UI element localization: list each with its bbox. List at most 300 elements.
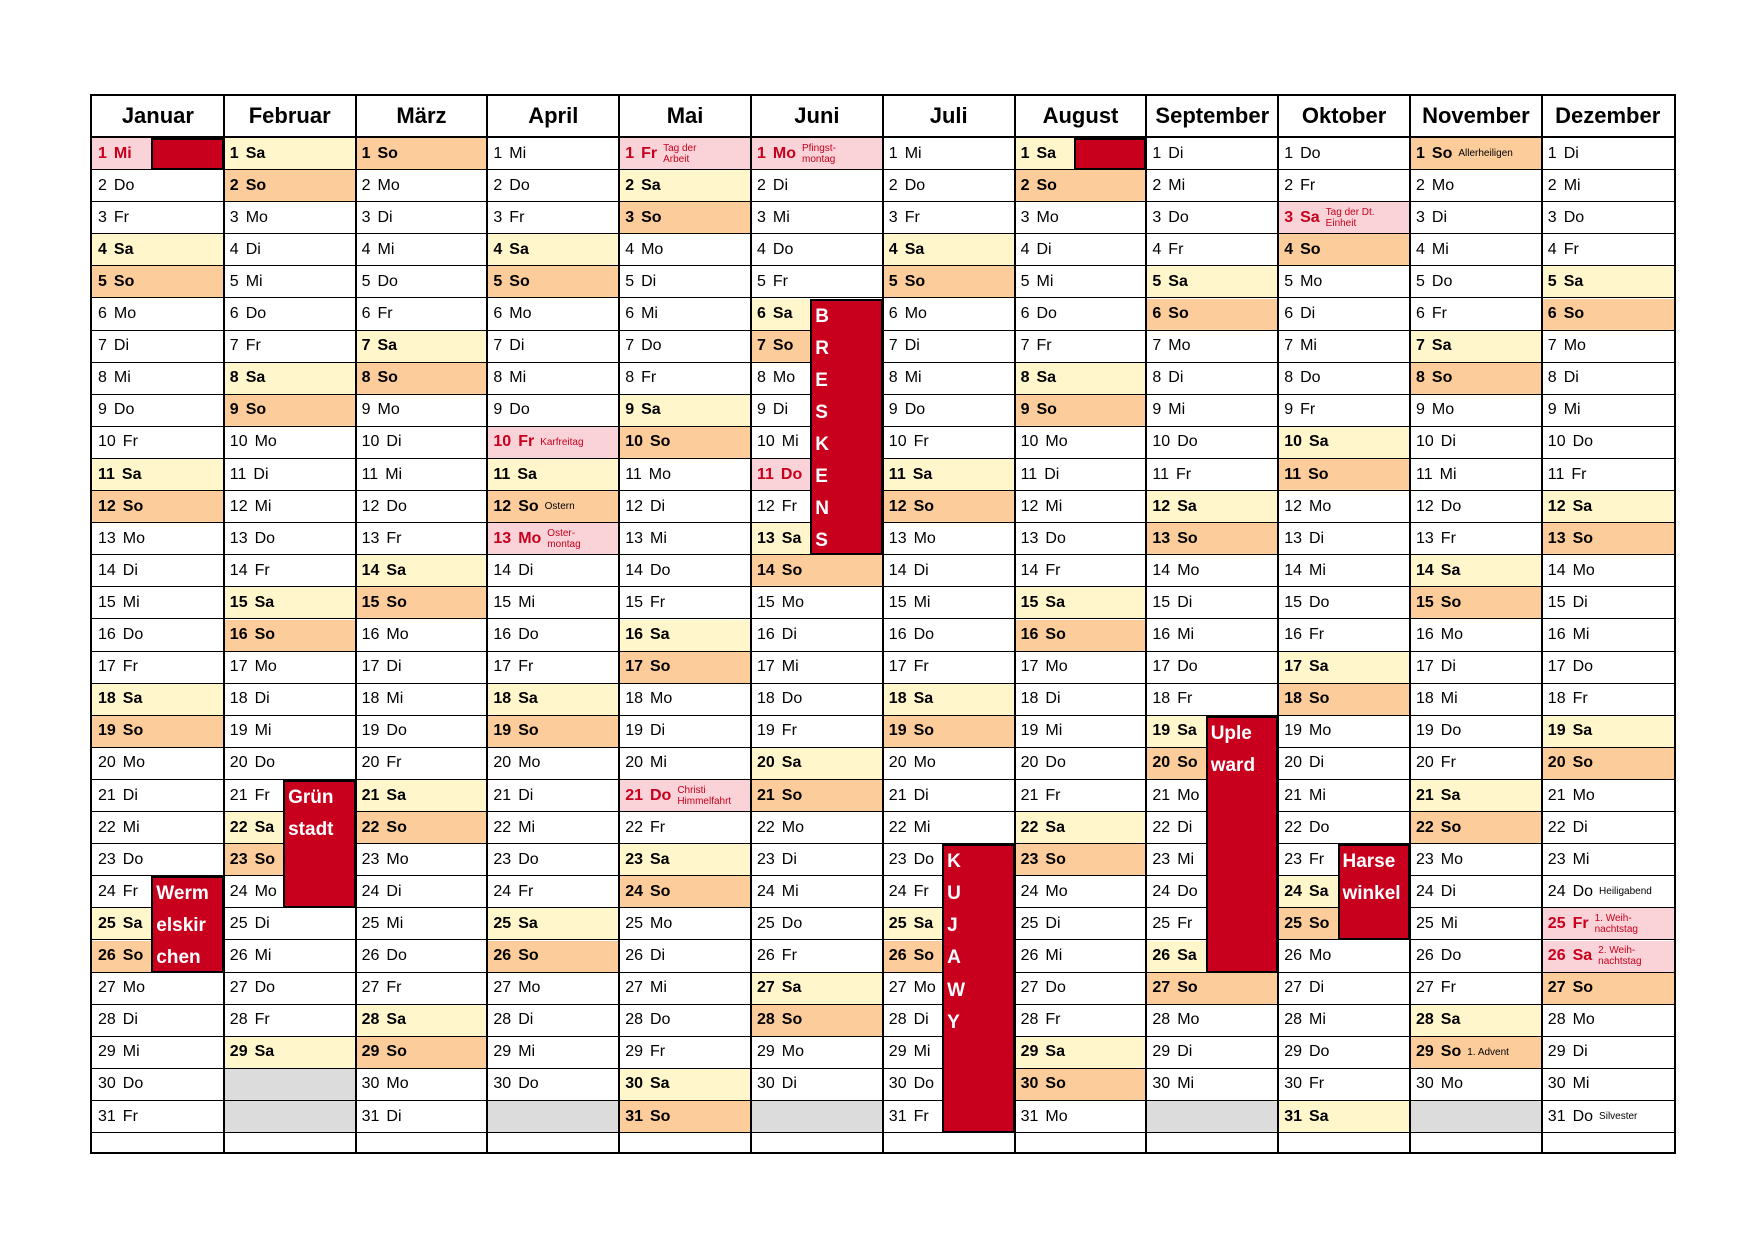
weekday: Do bbox=[518, 850, 539, 868]
day-cell bbox=[1015, 1037, 1147, 1069]
weekday: Sa bbox=[1177, 947, 1197, 965]
weekday: Di bbox=[1036, 240, 1052, 258]
day-number: 14 bbox=[361, 561, 380, 579]
weekday: Mo bbox=[772, 144, 797, 162]
weekday: Sa bbox=[781, 979, 802, 997]
day-cell bbox=[883, 491, 1015, 523]
day-number: 24 bbox=[229, 882, 248, 900]
weekday: Mo bbox=[1036, 208, 1059, 226]
day-cell bbox=[356, 780, 488, 812]
day-cell bbox=[356, 331, 488, 363]
weekday: Fr bbox=[1563, 240, 1579, 258]
weekday: So bbox=[781, 1011, 803, 1029]
day-cell bbox=[1410, 620, 1542, 652]
day-number: 16 bbox=[625, 626, 643, 644]
day-cell bbox=[619, 1069, 751, 1101]
day-cell bbox=[619, 587, 751, 619]
weekday: Do bbox=[518, 626, 539, 644]
column-divider bbox=[882, 96, 884, 1152]
day-cell bbox=[751, 973, 883, 1005]
day-cell bbox=[751, 876, 883, 908]
weekday: Mi bbox=[1177, 626, 1195, 644]
day-number: 2 bbox=[229, 176, 239, 194]
day-number: 24 bbox=[98, 882, 116, 900]
weekday: Do bbox=[113, 401, 135, 419]
weekday: Mo bbox=[254, 433, 277, 451]
weekday: Fr bbox=[1431, 305, 1448, 323]
weekday: Mi bbox=[1439, 465, 1457, 483]
day-number: 6 bbox=[1416, 305, 1425, 323]
day-number: 21 bbox=[1020, 786, 1039, 804]
day-cell bbox=[1410, 812, 1542, 844]
day-cell bbox=[1542, 684, 1674, 716]
event-label: elskir bbox=[156, 915, 206, 937]
day-cell bbox=[619, 1101, 751, 1133]
day-cell bbox=[92, 202, 224, 234]
day-number: 2 bbox=[757, 176, 766, 194]
day-cell bbox=[619, 138, 751, 170]
day-cell bbox=[1278, 1101, 1410, 1133]
day-cell bbox=[883, 138, 1015, 170]
weekday: Do bbox=[641, 337, 662, 355]
day-cell bbox=[1278, 299, 1410, 331]
day-number: 17 bbox=[1152, 658, 1171, 676]
weekday: Do bbox=[122, 626, 144, 644]
day-number: 28 bbox=[493, 1011, 512, 1029]
day-number: 14 bbox=[1284, 561, 1302, 579]
weekday: So bbox=[1431, 144, 1453, 162]
day-number: 6 bbox=[1547, 305, 1557, 323]
day-cell bbox=[1015, 941, 1147, 973]
day-number: 15 bbox=[625, 593, 643, 611]
day-cell bbox=[1015, 1101, 1147, 1133]
day-cell bbox=[92, 234, 224, 266]
weekday: Mo bbox=[1177, 786, 1200, 804]
weekday: Fr bbox=[1440, 754, 1456, 772]
event-label: A bbox=[947, 947, 961, 969]
day-number: 14 bbox=[98, 561, 116, 579]
weekday: Do bbox=[1308, 1043, 1330, 1061]
weekday: Do bbox=[122, 850, 144, 868]
month-column bbox=[356, 96, 488, 1152]
day-number: 25 bbox=[888, 914, 907, 932]
day-cell bbox=[1015, 812, 1147, 844]
empty-cell bbox=[487, 1101, 619, 1133]
weekday: Mi bbox=[509, 369, 527, 387]
month-header: Mai bbox=[619, 96, 751, 138]
day-cell bbox=[619, 780, 751, 812]
day-number: 7 bbox=[229, 337, 239, 355]
day-cell bbox=[1278, 587, 1410, 619]
empty-cell bbox=[1146, 1101, 1278, 1133]
day-number: 3 bbox=[1284, 208, 1294, 226]
month-column bbox=[1542, 96, 1674, 1152]
day-cell bbox=[92, 684, 224, 716]
day-cell bbox=[1410, 684, 1542, 716]
day-number: 23 bbox=[1547, 850, 1566, 868]
day-cell bbox=[92, 363, 224, 395]
day-cell bbox=[92, 427, 224, 459]
weekday: Mi bbox=[518, 818, 536, 836]
weekday: Mo bbox=[1300, 272, 1323, 290]
day-cell bbox=[619, 652, 751, 684]
day-number: 24 bbox=[625, 882, 643, 900]
month-header: Januar bbox=[92, 96, 224, 138]
day-number: 30 bbox=[98, 1075, 116, 1093]
day-number: 16 bbox=[493, 626, 512, 644]
weekday: Mo bbox=[1440, 1075, 1464, 1093]
weekday: Mo bbox=[386, 850, 409, 868]
day-number: 24 bbox=[493, 882, 512, 900]
weekday: Mo bbox=[1572, 561, 1595, 579]
weekday: Mi bbox=[122, 818, 140, 836]
day-number: 30 bbox=[757, 1075, 775, 1093]
weekday: Sa bbox=[113, 240, 134, 258]
day-cell bbox=[487, 876, 619, 908]
day-cell bbox=[92, 620, 224, 652]
day-number: 8 bbox=[361, 369, 371, 387]
weekday: So bbox=[113, 272, 135, 290]
weekday: Mo bbox=[781, 818, 805, 836]
day-number: 22 bbox=[493, 818, 512, 836]
weekday: Mi bbox=[1563, 176, 1581, 194]
weekday: Do bbox=[1045, 979, 1066, 997]
weekday: Mi bbox=[385, 465, 403, 483]
day-cell bbox=[356, 587, 488, 619]
weekday: Fr bbox=[913, 658, 929, 676]
weekday: Mi bbox=[518, 1043, 536, 1061]
column-divider bbox=[486, 96, 488, 1152]
weekday: Do bbox=[780, 465, 803, 483]
day-cell bbox=[619, 716, 751, 748]
day-cell bbox=[751, 812, 883, 844]
holiday-note: 1. Advent bbox=[1467, 1046, 1509, 1058]
day-number: 12 bbox=[1416, 497, 1434, 515]
weekday: Mo bbox=[781, 1043, 805, 1061]
day-cell bbox=[1015, 876, 1147, 908]
day-number: 12 bbox=[493, 497, 512, 515]
weekday: Mo bbox=[1572, 786, 1595, 804]
weekday: Mi bbox=[649, 979, 667, 997]
day-number: 19 bbox=[1284, 722, 1302, 740]
day-number: 13 bbox=[229, 529, 248, 547]
day-number: 23 bbox=[1020, 850, 1039, 868]
day-number: 18 bbox=[1152, 690, 1171, 708]
weekday: Mi bbox=[1572, 626, 1590, 644]
weekday: So bbox=[649, 882, 671, 900]
day-cell bbox=[1278, 202, 1410, 234]
weekday: Mo bbox=[1045, 433, 1068, 451]
day-cell bbox=[1410, 652, 1542, 684]
day-number: 12 bbox=[625, 497, 643, 515]
day-number: 29 bbox=[625, 1043, 643, 1061]
day-number: 4 bbox=[493, 240, 503, 258]
day-cell bbox=[92, 170, 224, 202]
weekday: Di bbox=[386, 433, 402, 451]
day-cell bbox=[1278, 459, 1410, 491]
day-number: 27 bbox=[361, 979, 380, 997]
day-number: 20 bbox=[888, 754, 907, 772]
day-cell bbox=[487, 620, 619, 652]
day-number: 19 bbox=[1020, 722, 1039, 740]
weekday: Fr bbox=[1308, 626, 1325, 644]
day-number: 4 bbox=[1416, 240, 1425, 258]
weekday: So bbox=[254, 626, 276, 644]
weekday: Di bbox=[113, 337, 130, 355]
day-number: 26 bbox=[229, 947, 248, 965]
day-number: 8 bbox=[625, 369, 635, 387]
day-cell bbox=[1146, 684, 1278, 716]
day-cell bbox=[1278, 523, 1410, 555]
day-number: 25 bbox=[1416, 914, 1434, 932]
day-cell bbox=[92, 491, 224, 523]
weekday: Mo bbox=[913, 979, 936, 997]
day-cell bbox=[1410, 363, 1542, 395]
day-cell bbox=[224, 908, 356, 940]
day-cell bbox=[883, 202, 1015, 234]
weekday: Fr bbox=[1440, 979, 1456, 997]
day-cell bbox=[1542, 812, 1674, 844]
weekday: Mo bbox=[913, 529, 936, 547]
weekday: Sa bbox=[1308, 433, 1329, 451]
day-number: 8 bbox=[1547, 369, 1557, 387]
day-number: 27 bbox=[1152, 979, 1171, 997]
day-number: 6 bbox=[625, 305, 635, 323]
day-cell bbox=[1146, 363, 1278, 395]
weekday: So bbox=[1177, 979, 1198, 997]
day-number: 14 bbox=[757, 561, 775, 579]
month-column bbox=[1410, 96, 1542, 1152]
day-number: 2 bbox=[1416, 176, 1425, 194]
event-label: ward bbox=[1210, 754, 1256, 776]
weekday: So bbox=[518, 722, 539, 740]
day-cell bbox=[1146, 1005, 1278, 1037]
month-column bbox=[1278, 96, 1410, 1152]
day-number: 15 bbox=[1416, 593, 1434, 611]
event-label: S bbox=[815, 530, 828, 552]
day-number: 22 bbox=[1020, 818, 1039, 836]
weekday: Di bbox=[1572, 593, 1588, 611]
weekday: Di bbox=[913, 786, 929, 804]
day-number: 5 bbox=[757, 272, 766, 290]
day-number: 8 bbox=[1284, 369, 1294, 387]
holiday-note: Christi Himmelfahrt bbox=[677, 784, 732, 807]
day-number: 25 bbox=[361, 914, 380, 932]
holiday-note: 1. Weih- nachtstag bbox=[1594, 912, 1638, 935]
day-number: 26 bbox=[1152, 947, 1171, 965]
event-block bbox=[1206, 716, 1278, 973]
day-cell bbox=[883, 234, 1015, 266]
day-cell bbox=[619, 1005, 751, 1037]
day-cell bbox=[356, 266, 488, 298]
day-cell bbox=[487, 266, 619, 298]
day-cell bbox=[751, 202, 883, 234]
weekday: Do bbox=[649, 1011, 671, 1029]
weekday: Do bbox=[913, 1075, 935, 1093]
day-number: 18 bbox=[757, 690, 775, 708]
day-cell bbox=[487, 234, 619, 266]
day-cell bbox=[356, 748, 488, 780]
weekday: Mi bbox=[1045, 947, 1063, 965]
weekday: Sa bbox=[1572, 497, 1593, 515]
column-divider bbox=[223, 96, 225, 1152]
day-number: 18 bbox=[1284, 690, 1302, 708]
weekday: Sa bbox=[1572, 947, 1593, 965]
day-number: 17 bbox=[888, 658, 907, 676]
weekday: Fr bbox=[518, 882, 534, 900]
weekday: Sa bbox=[1300, 208, 1320, 226]
day-number: 20 bbox=[361, 754, 380, 772]
day-number: 19 bbox=[1152, 722, 1171, 740]
day-number: 14 bbox=[493, 561, 512, 579]
weekday: Do bbox=[386, 947, 407, 965]
weekday: Sa bbox=[1045, 593, 1065, 611]
weekday: Mo bbox=[1308, 947, 1332, 965]
day-cell bbox=[1278, 748, 1410, 780]
day-number: 22 bbox=[1284, 818, 1302, 836]
weekday: Di bbox=[1308, 979, 1325, 997]
day-number: 26 bbox=[98, 947, 116, 965]
day-number: 6 bbox=[1284, 305, 1294, 323]
day-cell bbox=[1146, 427, 1278, 459]
day-cell bbox=[1542, 1037, 1674, 1069]
month-header: Oktober bbox=[1278, 96, 1410, 138]
weekday: Mi bbox=[1045, 497, 1063, 515]
weekday: So bbox=[122, 722, 144, 740]
weekday: Mo bbox=[648, 465, 672, 483]
day-number: 8 bbox=[1020, 369, 1030, 387]
weekday: Mi bbox=[122, 593, 140, 611]
day-number: 2 bbox=[1284, 176, 1294, 194]
day-number: 21 bbox=[757, 786, 775, 804]
weekday: Do bbox=[781, 914, 803, 932]
weekday: Mi bbox=[254, 947, 272, 965]
day-number: 18 bbox=[98, 690, 116, 708]
day-cell bbox=[883, 652, 1015, 684]
weekday: Sa bbox=[649, 1075, 670, 1093]
day-number: 3 bbox=[493, 208, 503, 226]
weekday: Sa bbox=[377, 337, 398, 355]
event-label: chen bbox=[156, 947, 201, 969]
day-number: 22 bbox=[888, 818, 907, 836]
weekday: Do bbox=[1308, 593, 1330, 611]
weekday: Fr bbox=[913, 1107, 929, 1125]
day-number: 29 bbox=[1547, 1043, 1566, 1061]
day-cell bbox=[356, 652, 488, 684]
weekday: Sa bbox=[649, 626, 670, 644]
day-number: 12 bbox=[1152, 497, 1171, 515]
day-cell bbox=[1278, 138, 1410, 170]
weekday: Mo bbox=[509, 305, 532, 323]
weekday: Di bbox=[649, 722, 666, 740]
day-cell bbox=[1278, 652, 1410, 684]
day-number: 28 bbox=[888, 1011, 907, 1029]
month-header: April bbox=[487, 96, 619, 138]
weekday: Mi bbox=[904, 144, 922, 162]
day-number: 19 bbox=[229, 722, 248, 740]
weekday: Di bbox=[1168, 144, 1184, 162]
weekday: So bbox=[1572, 979, 1594, 997]
weekday: Sa bbox=[517, 465, 537, 483]
weekday: Sa bbox=[1440, 1011, 1461, 1029]
day-number: 16 bbox=[1416, 626, 1434, 644]
day-number: 31 bbox=[361, 1107, 380, 1125]
month-header: Juni bbox=[751, 96, 883, 138]
day-cell bbox=[883, 812, 1015, 844]
weekday: Sa bbox=[1563, 272, 1584, 290]
weekday: Sa bbox=[1440, 561, 1461, 579]
day-cell bbox=[1410, 234, 1542, 266]
holiday-note: Tag der Arbeit bbox=[663, 142, 697, 165]
day-number: 17 bbox=[229, 658, 248, 676]
day-cell bbox=[1146, 170, 1278, 202]
weekday: Do bbox=[254, 979, 276, 997]
day-number: 19 bbox=[493, 722, 512, 740]
day-number: 3 bbox=[1416, 208, 1425, 226]
event-label: K bbox=[815, 433, 830, 455]
weekday: Fr bbox=[1045, 561, 1061, 579]
day-number: 11 bbox=[493, 465, 511, 483]
day-number: 26 bbox=[757, 947, 775, 965]
day-number: 29 bbox=[361, 1043, 380, 1061]
weekday: So bbox=[1168, 305, 1189, 323]
event-label: N bbox=[815, 498, 830, 520]
weekday: Do bbox=[386, 497, 407, 515]
day-cell bbox=[356, 1069, 488, 1101]
weekday: Di bbox=[1177, 818, 1193, 836]
day-cell bbox=[487, 555, 619, 587]
day-number: 8 bbox=[493, 369, 503, 387]
day-number: 5 bbox=[888, 272, 898, 290]
weekday: Sa bbox=[1308, 882, 1329, 900]
day-cell bbox=[92, 748, 224, 780]
weekday: Fr bbox=[1308, 850, 1325, 868]
weekday: Do bbox=[1168, 208, 1189, 226]
weekday: So bbox=[254, 850, 276, 868]
weekday: Mi bbox=[1168, 176, 1186, 194]
day-number: 31 bbox=[98, 1107, 116, 1125]
day-cell bbox=[1410, 780, 1542, 812]
day-number: 25 bbox=[625, 914, 643, 932]
weekday: Fr bbox=[649, 1043, 666, 1061]
day-cell bbox=[92, 459, 224, 491]
weekday: Sa bbox=[386, 561, 406, 579]
day-number: 30 bbox=[625, 1075, 643, 1093]
day-cell bbox=[1410, 1005, 1542, 1037]
weekday: So bbox=[245, 176, 267, 194]
weekday: Mi bbox=[913, 818, 931, 836]
month-header: Februar bbox=[224, 96, 356, 138]
day-cell bbox=[356, 941, 488, 973]
day-number: 1 bbox=[1547, 144, 1557, 162]
day-cell bbox=[1542, 1069, 1674, 1101]
day-number: 18 bbox=[888, 690, 907, 708]
day-cell bbox=[356, 491, 488, 523]
day-number: 17 bbox=[1416, 658, 1434, 676]
day-cell bbox=[883, 427, 1015, 459]
weekday: So bbox=[1572, 529, 1594, 547]
day-number: 6 bbox=[98, 305, 107, 323]
weekday: Mo bbox=[1045, 658, 1068, 676]
day-cell bbox=[356, 973, 488, 1005]
day-cell bbox=[751, 1005, 883, 1037]
weekday: Di bbox=[1045, 914, 1061, 932]
weekday: Mo bbox=[1431, 401, 1455, 419]
day-cell bbox=[487, 812, 619, 844]
weekday: So bbox=[1440, 593, 1462, 611]
day-number: 16 bbox=[229, 626, 248, 644]
weekday: Do bbox=[386, 722, 407, 740]
